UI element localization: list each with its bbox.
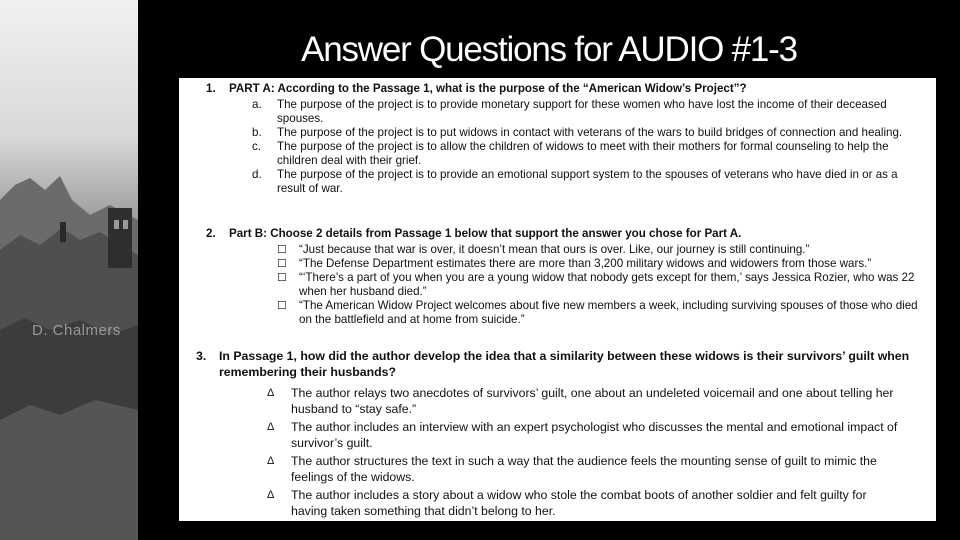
checkbox-icon[interactable]: ☐	[277, 272, 287, 284]
checkbox-icon[interactable]: ☐	[277, 244, 287, 256]
option-2-4[interactable]	[179, 299, 936, 327]
question-3-number: 3.	[196, 349, 207, 363]
option-3-4[interactable]	[179, 488, 936, 519]
question-sheet	[179, 78, 936, 521]
checkbox-icon[interactable]: ☐	[277, 300, 287, 312]
question-3-text: In Passage 1, how did the author develop the idea that a similarity between these widows is their survivors’ guilt when remembering their husbands?	[219, 349, 910, 379]
option-2-3[interactable]	[179, 271, 936, 299]
option-text: The author includes a story about a widow who stole the combat boots of another soldier and felt guilty for having taken something that didn’t belong to her.	[291, 488, 867, 518]
option-1a[interactable]	[179, 98, 936, 126]
option-marker: c.	[252, 140, 262, 153]
option-text: The author structures the text in such a way that the audience feels the mounting sense of guilt to mimic the feelings of the widows.	[291, 454, 877, 484]
option-2-2[interactable]	[179, 257, 936, 271]
question-3	[179, 349, 936, 521]
option-marker: b.	[252, 126, 262, 139]
option-text: “The Defense Department estimates there are more than 3,200 military widows and widowers from those wars.”	[299, 257, 872, 270]
option-text: “The American Widow Project welcomes about five new members a week, including surviving spouses of those who died on the battlefield and at home from suicide.”	[299, 299, 918, 326]
option-text: The author includes an interview with an expert psychologist who discusses the mental and emotional impact of survivor’s guilt.	[291, 420, 898, 450]
question-3-prompt	[179, 349, 936, 380]
option-3-3[interactable]	[179, 454, 936, 485]
question-2-number: 2.	[206, 227, 216, 240]
option-text: The purpose of the project is to provide monetary support for these women who have lost the income of their deceased spouses.	[277, 98, 887, 125]
triangle-icon: Δ	[267, 387, 275, 399]
option-text: The author relays two anecdotes of survivors’ guilt, one about an undeleted voicemail and one about telling her husband to “stay safe.”	[291, 386, 894, 416]
option-1d[interactable]	[179, 168, 936, 196]
ruins-photo	[0, 0, 138, 540]
question-2-prompt	[179, 227, 936, 241]
option-1c[interactable]	[179, 140, 936, 168]
question-1-options	[179, 98, 936, 196]
question-2	[179, 227, 936, 327]
triangle-icon: Δ	[267, 421, 275, 433]
option-3-1[interactable]	[179, 386, 936, 417]
question-1-prompt	[179, 82, 936, 96]
triangle-icon: Δ	[267, 489, 275, 501]
question-1-number: 1.	[206, 82, 216, 95]
option-marker: a.	[252, 98, 262, 111]
triangle-icon: Δ	[267, 455, 275, 467]
question-1-text: PART A: According to the Passage 1, what is the purpose of the “American Widow’s Project”?	[229, 82, 747, 95]
option-2-1[interactable]	[179, 243, 936, 257]
ruins-illustration	[0, 0, 138, 540]
photo-caption: D. Chalmers	[32, 322, 121, 339]
question-3-options	[179, 386, 936, 519]
question-1	[179, 82, 936, 196]
checkbox-icon[interactable]: ☐	[277, 258, 287, 270]
option-text: “Just because that war is over, it doesn’t mean that ours is over. Like, our journey is still continuing.”	[299, 243, 810, 256]
slide-title: Answer Questions for AUDIO #1-3	[301, 30, 797, 69]
option-text: “‘There’s a part of you when you are a young widow that nobody gets except for them,’ says Jessica Rozier, who was 22 when her husband died.”	[299, 271, 915, 298]
option-1b[interactable]	[179, 126, 936, 140]
question-2-options	[179, 243, 936, 327]
option-text: The purpose of the project is to put widows in contact with veterans of the wars to build bridges of connection and healing.	[277, 126, 903, 139]
option-3-2[interactable]	[179, 420, 936, 451]
option-text: The purpose of the project is to provide an emotional support system to the spouses of veterans who have died in or as a result of war.	[277, 168, 898, 195]
option-text: The purpose of the project is to allow the children of widows to meet with their mothers for formal counseling to help the children deal with their grief.	[277, 140, 889, 167]
option-marker: d.	[252, 168, 262, 181]
question-2-text: Part B: Choose 2 details from Passage 1 below that support the answer you chose for Part A.	[229, 227, 742, 240]
